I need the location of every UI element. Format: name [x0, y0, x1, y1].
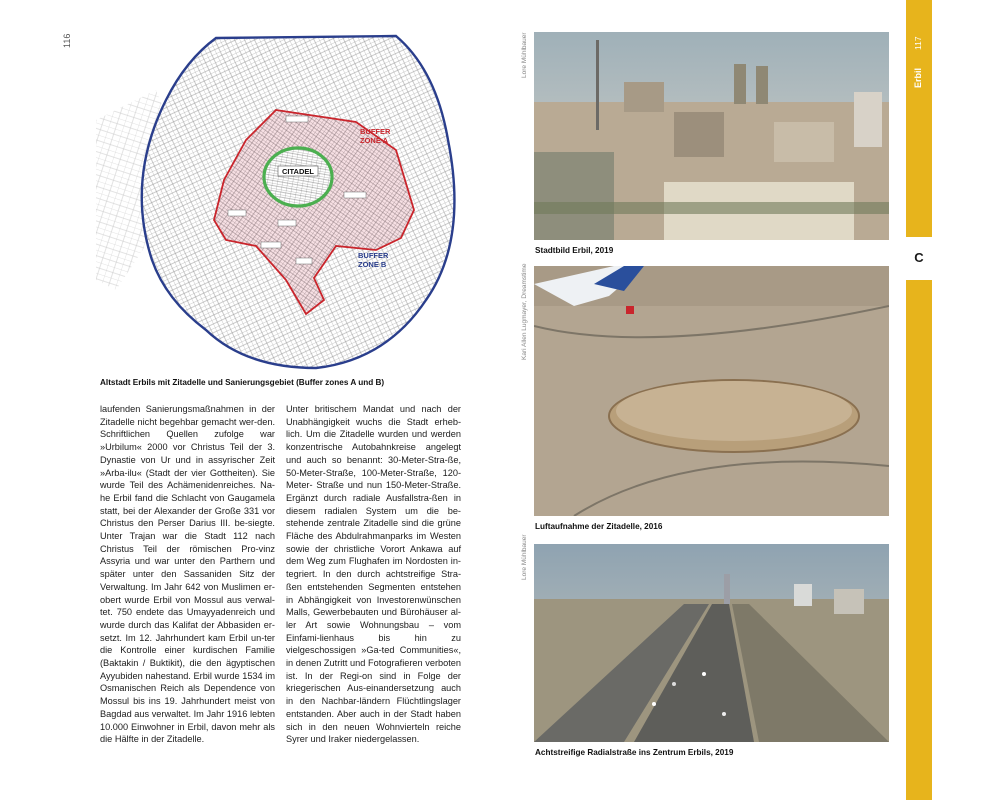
map-caption: Altstadt Erbils mit Zitadelle und Sanierungsgebiet (Buffer zones A und B): [100, 378, 385, 387]
buffer-b-label-2: ZONE B: [358, 260, 387, 269]
photo2-credit: Kari Allen Lugmayer, Dreamstime: [521, 263, 528, 360]
citadel-map: [96, 30, 468, 370]
citadel-ring: [264, 148, 332, 206]
section-letter: C: [914, 250, 924, 265]
page-number-right: 117: [913, 36, 923, 50]
photo-radial-road: [534, 544, 889, 742]
section-tab-bottom: [906, 280, 932, 800]
buffer-a-label-1: BUFFER: [360, 127, 391, 136]
section-label: Erbil: [913, 67, 923, 88]
photo3-credit: Lore Mühlbauer: [521, 534, 528, 580]
photo1-caption: Stadtbild Erbil, 2019: [535, 246, 614, 255]
body-text-column-1: laufenden Sanierungsmaßnahmen in der Zitadelle nicht begehbar gemacht wer-den. Schriftlichen Quellen zufolge war »Urbilum« 2000 vor Christus Teil der 3. Dynastie von Ur und in assyrischer Zeit »Arba-ilu« (Stadt der vier Gottheiten). Sie wurde Teil des Achämenidenreiches. Na-he Erbil fand die Schlacht von Gaugamela statt, bei der Alexander der Große 331 vor Christus den Perser Darius III. be-siegte. Unter Trajan war die Stadt 112 nach Christus Teil der römischen Pro-vinz Assyria und war unter den Parthern und später unter den Sassaniden Sitz der Verwaltung. Im Jahr 642 von Muslimen er-obert wurde Erbil von Mossul aus verwal-tet. 750 endete das Umayyadenreich und wurde durch das Kalifat der Abbasiden er-setzt. Im 12. Jahrhundert kam Erbil un-ter die Kontrolle einer kurdischen Familie (Baktakin / Buktikit), die den ägyptischen Ayyubiden nahestand. Erbil wurde 1534 im Osmanischen Reich als Dependence von Mossul bis ins 19. Jahrhundert meist von Bagdad aus verwaltet. Im Jahr 1916 lebten 10.000 Einwohner in Erbil, davon mehr als die Hälfte in der Zitadelle.: [100, 404, 275, 745]
page-number-left: 116: [62, 33, 72, 48]
buffer-a-label-2: ZONE A: [360, 136, 389, 145]
body-text-column-2: Unter britischem Mandat und nach der Unabhängigkeit wuchs die Stadt erheb-lich. Um die Zitadelle wurden und werden konzentrische Autobahnkreise angelegt und auch so benannt: 30-Meter-Stra-ße, 50-Meter-Straße, 100-Meter-Straße, 120-Meter- Straße und nun 150-Meter-Straße. Ergänzt durch radiale Ausfallstra-ßen in diesem radialen System um die be-stehende zentrale Zitadelle sind die grüne Fläche des Abdulrahmanparks im Westen sowie der christliche Vorort Ankawa auf dem Weg zum Flughafen im Nordosten in-tegriert. In den durch achtstreifige Stra-ßen entstehenden Segmenten entstehen in Abhängigkeit von Investorenwünschen Malls, Gewerbebauten und Bürohäuser al-ler Art sowie Wohnungsbau – vom Einfami-lienhaus bis hin zu vielgeschossigen »Ga-ted Communities«, in denen Zutritt und Fotografieren verboten ist. In der Regi-on sind in Folge der kriegerischen Aus-einandersetzung auch in den Nachbar-ländern Flüchtlingslager entstanden. Aber auch in der Stadt haben sich in den neuen Wohnvierteln reiche Syrer und Iraker niedergelassen.: [286, 404, 461, 745]
photo1-credit: Lore Mühlbauer: [521, 32, 528, 78]
photo-city-skyline: [534, 32, 889, 240]
photo-aerial-citadel: [534, 266, 889, 516]
buffer-b-label-1: BUFFER: [358, 251, 389, 260]
photo2-caption: Luftaufnahme der Zitadelle, 2016: [535, 522, 663, 531]
photo3-caption: Achtstreifige Radialstraße ins Zentrum Erbils, 2019: [535, 748, 734, 757]
citadel-label: CITADEL: [282, 167, 314, 176]
